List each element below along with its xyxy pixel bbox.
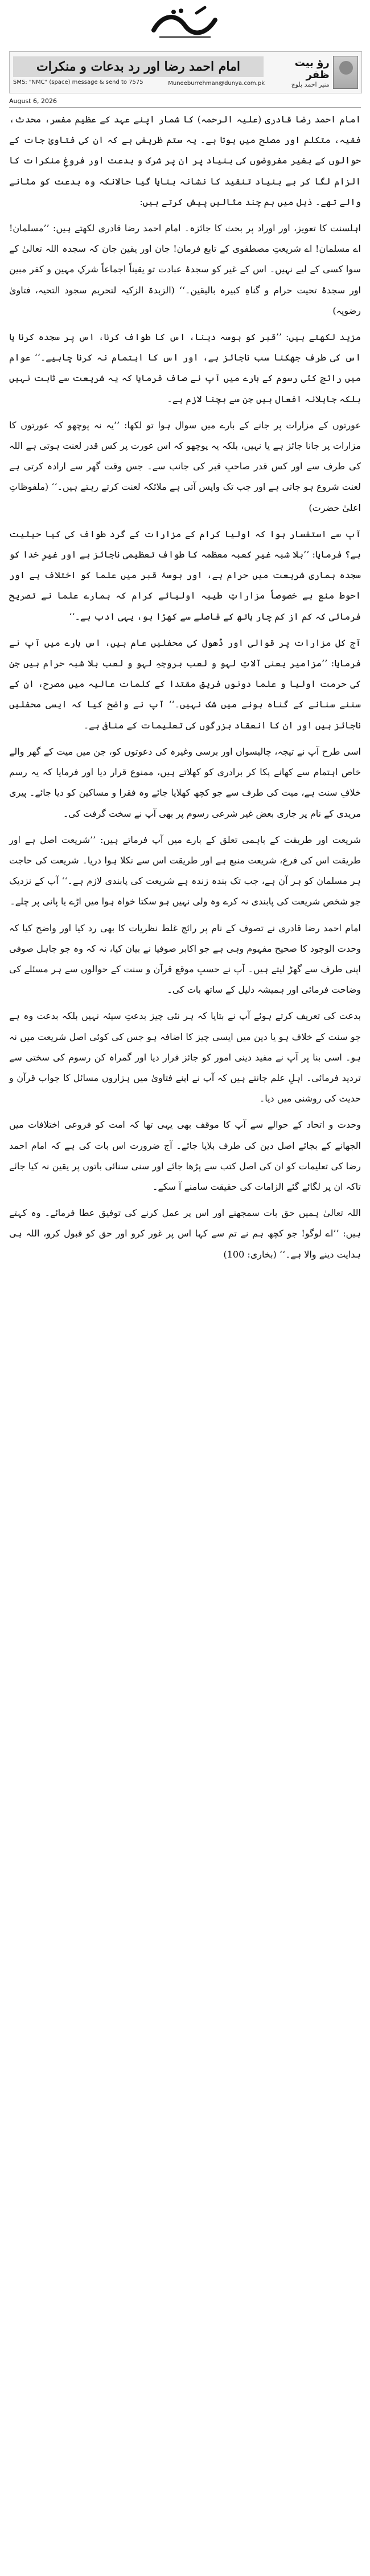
paragraph: اہلسنت کا تعویز، اور اوراد پر بحث کا جائزہ۔ امام احمد رضا قادری لکھتے ہیں: ’’مسلمان! اے مسلمان! اے شریعتِ مصطفوی کے تابع فرمان! جان اور یقین جان کہ سجدہ اللہ تعالیٰ کے سوا کسی کے لیے نہیں۔ اس کے غیر کو سجدۂ عبادت تو یقیناً اجماعاً شرکِ مہین و کفر مبین اور سجدۂ تحیت حرام و گناہِ کبیرہ بالیقین۔‘‘ (الزبدۃ الزکیہ لتحریم سجود التحیہ، فتاویٰ رضویہ) <box>9 223 361 316</box>
author-photo <box>333 56 358 89</box>
masthead <box>0 0 370 46</box>
column-header <box>9 51 362 93</box>
paragraph: آج کل مزارات پر قوالی اور ڈھول کی محفلیں عام ہیں، اس بارے میں آپ نے فرمایا: ’’مزامیر یعنی آلاتِ لہو و لعب بروجہِ لہو و لعب بلا شبہ حرام ہیں جن کی حرمت اولیا و علما دونوں فریق مقتدا کے کلمات عالیہ میں مصرح، ان کے سننے سنانے کے گناہ ہونے میں شک نہیں۔‘‘ آپ نے واضح کیا کہ ایسی محفلیں ناجائز ہیں اور ان کا انعقاد بزرگوں کی تعلیمات کے منافی ہے۔ <box>9 637 361 731</box>
date-bar <box>9 96 361 106</box>
paragraph: وحدت و اتحاد کے حوالے سے آپ کا موقف بھی یہی تھا کہ امت کو فروعی اختلافات میں الجھانے کے بجائے اصل دین کی طرف بلایا جائے۔ آج ضرورت اس بات کی ہے کہ امام احمد رضا کی تعلیمات کو ان کی اصل کتب سے پڑھا جائے اور سنی سنائی باتوں پر یقین نہ کیا جائے تاکہ ان پر لگائے گئے الزامات کی حقیقت سامنے آ سکے۔ <box>9 1119 361 1192</box>
author-name: رؤ بیت ظفر <box>294 56 330 81</box>
email-line: Muneeburrehman@dunya.com.pk <box>168 80 265 87</box>
author-box <box>273 55 358 89</box>
article-body <box>9 109 361 2564</box>
publish-date: August 6, 2026 <box>9 97 57 105</box>
paragraph: عورتوں کے مزارات پر جانے کے بارے میں سوال ہوا تو لکھا: ’’یہ نہ پوچھو کہ عورتوں کا مزارات پر جانا جائز ہے یا نہیں، بلکہ یہ پوچھو کہ اس عورت پر کس قدر لعنت ہوتی ہے اللہ کی طرف سے اور کس قدر صاحبِ قبر کی جانب سے۔ جس وقت گھر سے ارادہ کرتی ہے لعنت شروع ہو جاتی ہے اور جب تک واپس آتی ہے ملائکہ لعنت کرتے رہتے ہیں۔‘‘ (ملفوظاتِ اعلیٰ حضرت) <box>9 419 361 513</box>
newspaper-logo <box>139 3 231 43</box>
paragraph: بدعت کی تعریف کرتے ہوئے آپ نے بتایا کہ ہر نئی چیز بدعتِ سیئہ نہیں بلکہ بدعت وہ ہے جو سنت کے خلاف ہو یا دین میں ایسی چیز کا اضافہ ہو جس کی کوئی اصل شریعت میں نہ ہو۔ اسی بنا پر آپ نے مفید دینی امور کو جائز قرار دیا اور گمراہ کن رسوم کی سختی سے تردید فرمائی۔ اہلِ علم جانتے ہیں کہ آپ نے اپنے فتاویٰ میں ہزاروں مسائل کا جواب قرآن و حدیث کی روشنی میں دیا۔ <box>9 1010 361 1104</box>
paragraph: امام احمد رضا قادری (علیہ الرحمہ) کا شمار اپنے عہد کے عظیم مفسر، محدث، فقیہ، متکلم اور مصلح میں ہوتا ہے۔ یہ ستم ظریفی ہے کہ ان کی فتاویٰ جات کے حوالوں کے بغیر مفروضوں کی بنیاد پر ان پر شرک و بدعت اور فروغِ منکرات کا الزام لگا کر بے بنیاد تنقید کا نشانہ بنایا گیا حالانکہ وہ بدعت کو مٹانے والے تھے۔ ذیل میں ہم چند مثالیں پیش کرتے ہیں: <box>9 114 361 207</box>
headline-box <box>13 56 264 77</box>
sms-line: SMS: "NMC" (space) message & send to 7575 <box>13 79 143 85</box>
paragraph: اللہ تعالیٰ ہمیں حق بات سمجھنے اور اس پر عمل کرنے کی توفیق عطا فرمائے۔ وہ کہتے ہیں: ’’اے لوگو! جو کچھ ہم نے تم سے کہا اس پر غور کرو اور حق کو قبول کرو، اللہ ہی ہدایت دینے والا ہے۔‘‘ (بخاری: 100) <box>9 1207 361 1260</box>
paragraph: امام احمد رضا قادری نے تصوف کے نام پر رائج غلط نظریات کا بھی رد کیا اور واضح کیا کہ وحدت الوجود کا صحیح مفہوم وہی ہے جو اکابر صوفیا نے بیان کیا، نہ کہ وہ جو جاہل صوفی اپنی طرف سے گھڑ لیتے ہیں۔ آپ نے حسبِ موقع قرآن و سنت کے حوالوں سے ہر مسئلے کی وضاحت فرمائی اور ہمیشہ دلیل کے ساتھ بات کی۔ <box>9 922 361 996</box>
divider <box>9 107 361 108</box>
paragraph: اسی طرح آپ نے تیجہ، چالیسواں اور برسی وغیرہ کی دعوتوں کو، جن میں میت کے گھر والے خاص اہتمام سے کھانے پکا کر برادری کو کھلاتے ہیں، ممنوع قرار دیا اور فرمایا کہ یہ رسم خلافِ سنت ہے، میت کی طرف سے جو کچھ کھلایا جائے وہ فقرا و مساکین کو دیا جائے۔ پیری مریدی کے نام پر جاری بعض غیر شرعی رسوم پر بھی آپ نے سخت گرفت کی۔ <box>9 746 361 819</box>
logo-mark-icon <box>142 3 228 43</box>
paragraph: مزید لکھتے ہیں: ’’قبر کو بوسہ دینا، اس کا طواف کرنا، اس پر سجدہ کرنا یا اس کی طرف جھکنا سب ناجائز ہے، اور اس کا اہتمام نہ کرنا چاہیے۔‘‘ عوام میں رائج کئی رسوم کے بارے میں آپ نے صاف فرمایا کہ یہ شریعت سے ثابت نہیں بلکہ جاہلانہ افعال ہیں جن سے بچنا لازم ہے۔ <box>9 331 361 404</box>
paragraph: آپ سے استفسار ہوا کہ اولیا کرام کے مزارات کے گرد طواف کی کیا حیثیت ہے؟ فرمایا: ’’بلا شبہ غیرِ کعبہ معظمہ کا طواف تعظیمی ناجائز ہے اور غیرِ خدا کو سجدہ ہماری شریعت میں حرام ہے، اور بوسۂ قبر میں علما کو اختلاف ہے اور احوط منع ہے خصوصاً مزاراتِ طیبہ اولیائے کرام کہ ہمارے علما نے تصریح فرمائی کہ کم از کم چار ہاتھ کے فاصلے سے کھڑا ہو، یہی ادب ہے۔‘‘ <box>9 528 361 622</box>
paragraph: شریعت اور طریقت کے باہمی تعلق کے بارے میں آپ فرماتے ہیں: ’’شریعت اصل ہے اور طریقت اس کی فرع، شریعت منبع ہے اور طریقت اس سے نکلا ہوا دریا۔ شریعت کی حاجت ہر مسلمان کو ہر آن ہے، جب تک بندہ زندہ ہے شریعت کی پابندی لازم ہے۔‘‘ آپ کے نزدیک جو شخص شریعت کی پابندی نہ کرے وہ ولی نہیں ہو سکتا خواہ ہوا میں اڑے یا پانی پر چلے۔ <box>9 834 361 907</box>
author-subtitle: منیر احمد بلوچ <box>291 80 330 88</box>
article-headline: امام احمد رضا اور رد بدعات و منکرات <box>36 59 240 74</box>
